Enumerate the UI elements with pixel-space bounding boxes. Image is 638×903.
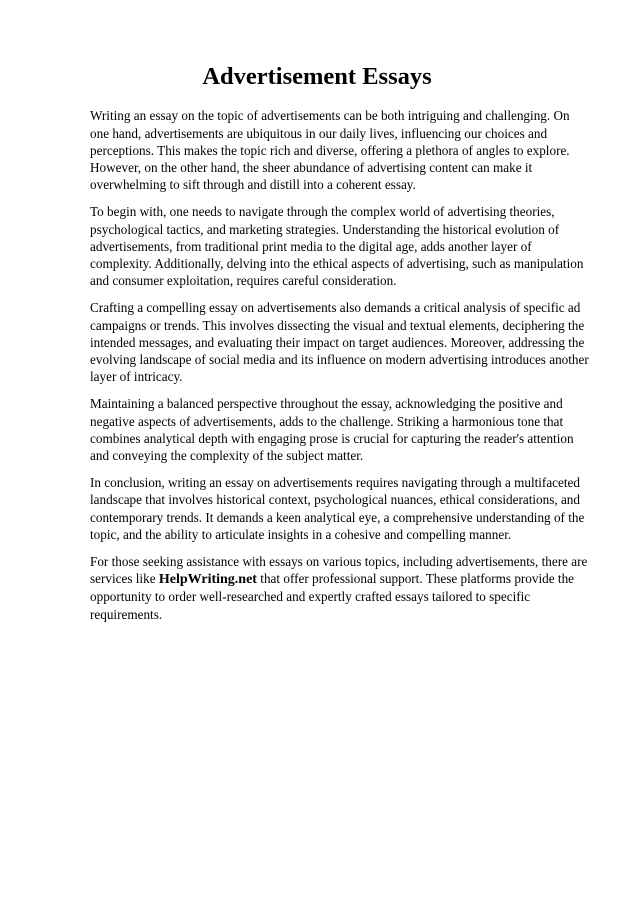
closing-text-after: that offer professional support. These platforms provide the opportunity to order well-researched and expertly crafted essays tailored to specific requirements. (90, 571, 575, 622)
paragraph-5: In conclusion, writing an essay on advertisements requires navigating through a multifaceted landscape that involves historical context, psychological nuances, ethical considerations, and contemporary trends. It demands a keen analytical eye, a comprehensive understanding of the topic, and the ability to articulate insights in a cohesive and compelling manner. (90, 475, 585, 542)
closing-text-before: For those seeking assistance with essays on various topics, including advertisements, there are services like (90, 554, 588, 587)
document-title: Advertisement Essays (202, 63, 432, 90)
closing-paragraph (90, 553, 590, 623)
paragraph-4: Maintaining a balanced perspective throughout the essay, acknowledging the positive and negative aspects of advertisements, adds to the challenge. Striking a harmonious tone that combines analytical depth with engaging prose is crucial for capturing the reader's attention and conveying the complexity of the subject matter. (90, 396, 574, 464)
paragraph-1: Writing an essay on the topic of advertisements can be both intriguing and challenging. On one hand, advertisements are ubiquitous in our daily lives, influencing our choices and perceptions. This makes the topic rich and diverse, offering a plethora of angles to explore. However, on the other hand, the sheer abundance of advertising content can make it overwhelming to sift through and distill into a coherent essay. (90, 108, 570, 193)
brand-name: HelpWriting.net (158, 572, 257, 588)
paragraph-3: Crafting a compelling essay on advertisements also demands a critical analysis of specific ad campaigns or trends. This involves dissecting the visual and textual elements, deciphering the intended messages, and evaluating their impact on target audiences. Moreover, addressing the evolving landscape of social media and its influence on modern advertising introduces another layer of intricacy. (90, 300, 589, 385)
paragraph-2: To begin with, one needs to navigate through the complex world of advertising theories, psychological tactics, and marketing strategies. Understanding the historical evolution of advertisements, from traditional print media to the digital age, adds another layer of complexity. Additionally, delving into the ethical aspects of advertising, such as manipulation and consumer exploitation, requires careful consideration. (90, 204, 584, 289)
